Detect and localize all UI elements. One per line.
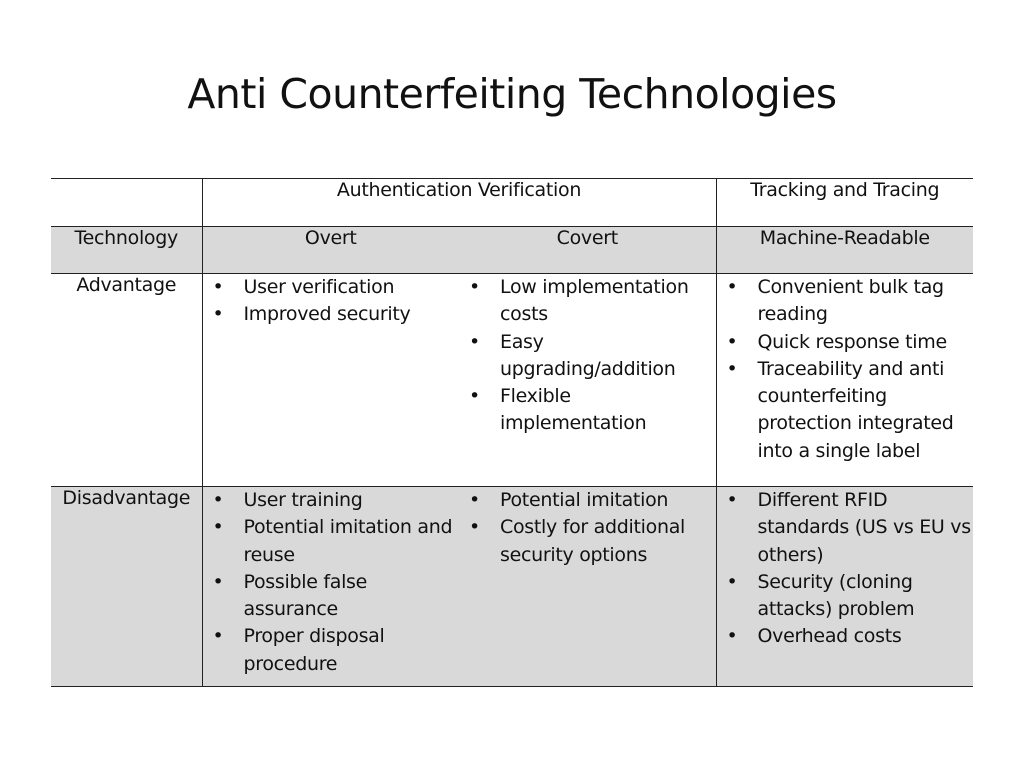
slide-title: Anti Counterfeiting Technologies (187, 70, 837, 118)
group-header-authentication: Authentication Verification (202, 179, 716, 227)
disadvantage-overt-cell (202, 487, 459, 687)
bullet-list (717, 487, 974, 651)
advantage-row (51, 274, 973, 487)
comparison-table (51, 178, 973, 687)
bullet-list (203, 487, 460, 678)
group-header-row (51, 179, 973, 227)
bullet-item: • Security (cloning attacks) problem (717, 569, 974, 624)
disadvantage-machine-readable-cell (716, 487, 973, 687)
bullet-item: • Low implementation costs (459, 274, 716, 329)
bullet-item: • Proper disposal procedure (203, 623, 460, 678)
bullet-item: • User training (203, 487, 460, 514)
bullet-item: • Quick response time (717, 329, 974, 356)
bullet-item: • Potential imitation (459, 487, 716, 514)
bullet-item: • Convenient bulk tag reading (717, 274, 974, 329)
column-header-machine-readable: Machine-Readable (716, 227, 973, 274)
bullet-item: • Overhead costs (717, 623, 974, 650)
disadvantage-row (51, 487, 973, 687)
column-header-covert: Covert (459, 227, 716, 274)
bullet-item: • Improved security (203, 301, 460, 328)
group-header-tracking: Tracking and Tracing (716, 179, 973, 227)
empty-corner-cell (51, 179, 202, 227)
bullet-item: • Different RFID standards (US vs EU vs others) (717, 487, 974, 569)
bullet-item: • Potential imitation and reuse (203, 514, 460, 569)
bullet-item: • User verification (203, 274, 460, 301)
advantage-covert-cell (459, 274, 716, 487)
bullet-item: • Traceability and anti counterfeiting protection integrated into a single label (717, 356, 974, 465)
disadvantage-covert-cell (459, 487, 716, 687)
column-header-row (51, 227, 973, 274)
column-header-technology: Technology (51, 227, 202, 274)
bullet-list (459, 487, 716, 569)
bullet-item: • Easy upgrading/addition (459, 329, 716, 384)
row-label-advantage: Advantage (51, 274, 202, 487)
bullet-list (459, 274, 716, 438)
bullet-item: • Costly for additional security options (459, 514, 716, 569)
bullet-list (203, 274, 460, 329)
bullet-list (717, 274, 974, 465)
column-header-overt: Overt (202, 227, 459, 274)
row-label-disadvantage: Disadvantage (51, 487, 202, 687)
bullet-item: • Flexible implementation (459, 383, 716, 438)
advantage-overt-cell (202, 274, 459, 487)
advantage-machine-readable-cell (716, 274, 973, 487)
bullet-item: • Possible false assurance (203, 569, 460, 624)
